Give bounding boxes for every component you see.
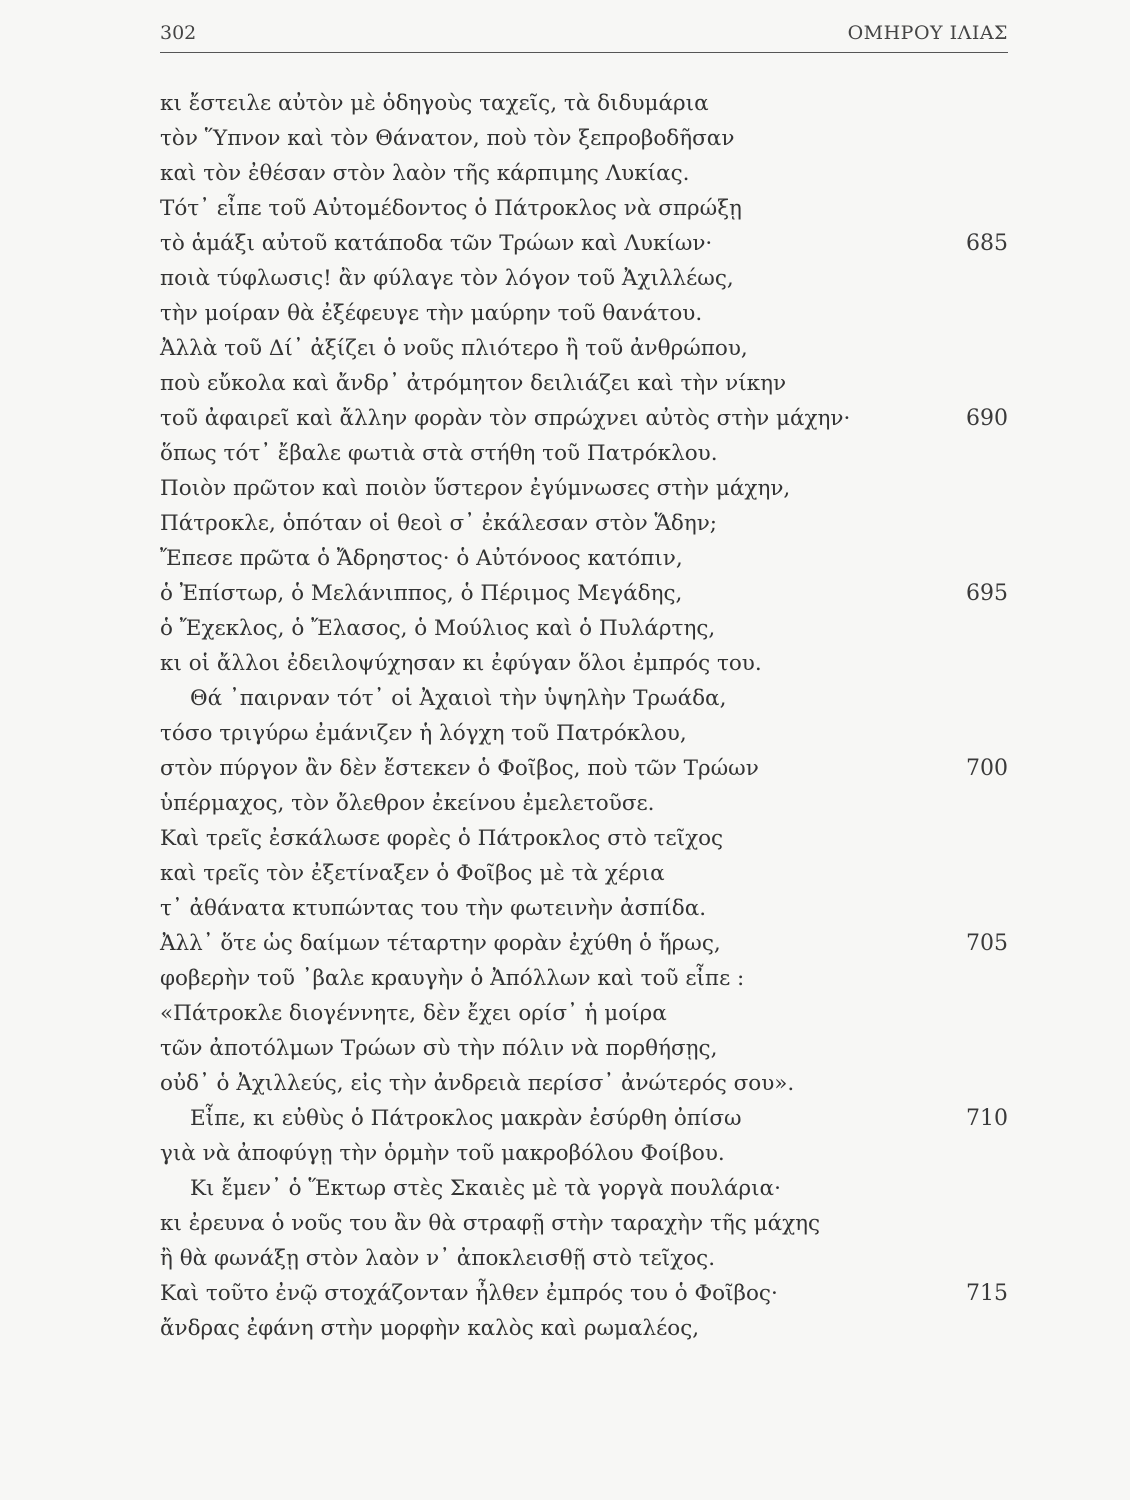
- verse-line: [160, 1031, 1008, 1066]
- verse-line: [160, 856, 1008, 891]
- verse-text: ποὺ εὔκολα καὶ ἄνδρ᾽ ἀτρόμητον δειλιάζει καὶ τὴν νίκην: [160, 371, 787, 396]
- verse-text: Καὶ τρεῖς ἐσκάλωσε φορὲς ὁ Πάτροκλος στὸ τεῖχος: [160, 826, 724, 851]
- verse-text: τὸ ἁμάξι αὐτοῦ κατάποδα τῶν Τρώων καὶ Λυκίων·: [160, 231, 713, 256]
- verse-line: [160, 541, 1008, 576]
- verse-line: [160, 1206, 1008, 1241]
- verse-line: [160, 1276, 1008, 1311]
- verse-line: [160, 926, 1008, 961]
- verse-line: [160, 436, 1008, 471]
- verse-text: Τότ᾽ εἶπε τοῦ Αὐτομέδοντος ὁ Πάτροκλος νὰ σπρώξῃ: [160, 196, 742, 221]
- line-number: 685: [966, 231, 1008, 256]
- verse-text: Κι ἔμεν᾽ ὁ Ἕκτωρ στὲς Σκαιὲς μὲ τὰ γοργὰ πουλάρια·: [190, 1176, 781, 1201]
- verse-line: [160, 1101, 1008, 1136]
- verse-text: ποιὰ τύφλωσις! ἂν φύλαγε τὸν λόγον τοῦ Ἀχιλλέως,: [160, 266, 734, 291]
- line-number: 715: [966, 1281, 1008, 1306]
- verse-line: [160, 891, 1008, 926]
- verse-line: [160, 646, 1008, 681]
- header-rule: [160, 52, 1008, 53]
- verse-line: [160, 1241, 1008, 1276]
- running-title: ΟΜΗΡΟΥ ΙΛΙΑΣ: [847, 22, 1008, 44]
- verse-text: «Πάτροκλε διογέννητε, δὲν ἔχει ορίσ᾽ ἡ μοίρα: [160, 1001, 667, 1026]
- verse-text: καὶ τρεῖς τὸν ἐξετίναξεν ὁ Φοῖβος μὲ τὰ χέρια: [160, 861, 665, 886]
- verse-text: ἢ θὰ φωνάξῃ στὸν λαὸν ν᾽ ἀποκλεισθῇ στὸ τεῖχος.: [160, 1246, 716, 1271]
- verse-text: κι ἔστειλε αὐτὸν μὲ ὁδηγοὺς ταχεῖς, τὰ διδυμάρια: [160, 91, 709, 116]
- verse-text: ἄνδρας ἐφάνη στὴν μορφὴν καλὸς καὶ ρωμαλέος,: [160, 1316, 700, 1341]
- verse-line: [160, 716, 1008, 751]
- verse-line: [160, 576, 1008, 611]
- line-number: 690: [966, 406, 1008, 431]
- verse-text: Εἶπε, κι εὐθὺς ὁ Πάτροκλος μακρὰν ἐσύρθη ὀπίσω: [190, 1106, 742, 1131]
- verse-text: τὴν μοίραν θὰ ἐξέφευγε τὴν μαύρην τοῦ θανάτου.: [160, 301, 703, 326]
- verse-text: οὐδ᾽ ὁ Ἀχιλλεύς, εἰς τὴν ἀνδρειὰ περίσσ᾽ ἀνώτερός σου».: [160, 1071, 795, 1096]
- verse-line: [160, 261, 1008, 296]
- verse-text: στὸν πύργον ἂν δὲν ἔστεκεν ὁ Φοῖβος, ποὺ τῶν Τρώων: [160, 756, 759, 781]
- verse-text: ὑπέρμαχος, τὸν ὄλεθρον ἐκείνου ἐμελετοῦσε.: [160, 791, 655, 816]
- verse-text: Πάτροκλε, ὁπόταν οἱ θεοὶ σ᾽ ἐκάλεσαν στὸν Ἅδην;: [160, 511, 718, 536]
- verse-text: κι ἐρευνα ὁ νοῦς του ἂν θὰ στραφῇ στὴν ταραχὴν τῆς μάχης: [160, 1211, 821, 1236]
- verse-text: Ἔπεσε πρῶτα ὁ Ἄδρηστος· ὁ Αὐτόνοος κατόπιν,: [160, 546, 683, 571]
- verse-line: [160, 296, 1008, 331]
- verse-line: [160, 366, 1008, 401]
- verse-text: Καὶ τοῦτο ἐνῷ στοχάζονταν ἦλθεν ἐμπρός του ὁ Φοῖβος·: [160, 1281, 778, 1306]
- verse-text: καὶ τὸν ἐθέσαν στὸν λαὸν τῆς κάρπιμης Λυκίας.: [160, 161, 690, 186]
- running-head: [160, 18, 1008, 50]
- verse-line: [160, 681, 1008, 716]
- verse-text: ὅπως τότ᾽ ἔβαλε φωτιὰ στὰ στήθη τοῦ Πατρόκλου.: [160, 441, 718, 466]
- verse-text: Ποιὸν πρῶτον καὶ ποιὸν ὕστερον ἐγύμνωσες στὴν μάχην,: [160, 476, 791, 501]
- verse-text: τὸν Ὕπνον καὶ τὸν Θάνατον, ποὺ τὸν ξεπροβοδῆσαν: [160, 126, 735, 151]
- verse-line: [160, 86, 1008, 121]
- verse-line: [160, 751, 1008, 786]
- verse-line: [160, 156, 1008, 191]
- line-number: 705: [966, 931, 1008, 956]
- page-number: 302: [160, 22, 197, 44]
- verse-line: [160, 331, 1008, 366]
- verse-line: [160, 786, 1008, 821]
- verse-line: [160, 1136, 1008, 1171]
- verse-line: [160, 996, 1008, 1031]
- verse-text: τοῦ ἀφαιρεῖ καὶ ἄλλην φορὰν τὸν σπρώχνει αὐτὸς στὴν μάχην·: [160, 406, 851, 431]
- verse-line: [160, 401, 1008, 436]
- verse-text: ὁ Ἔχεκλος, ὁ Ἔλασος, ὁ Μούλιος καὶ ὁ Πυλάρτης,: [160, 616, 716, 641]
- verse-text: γιὰ νὰ ἀποφύγῃ τὴν ὁρμὴν τοῦ μακροβόλου Φοίβου.: [160, 1141, 725, 1166]
- line-number: 695: [966, 581, 1008, 606]
- verse-line: [160, 611, 1008, 646]
- verse-line: [160, 506, 1008, 541]
- verse-text: φοβερὴν τοῦ ᾽βαλε κραυγὴν ὁ Ἀπόλλων καὶ τοῦ εἶπε :: [160, 966, 745, 991]
- verse-text: τόσο τριγύρω ἐμάνιζεν ἡ λόγχη τοῦ Πατρόκλου,: [160, 721, 687, 746]
- verse-text: Ἀλλ᾽ ὅτε ὡς δαίμων τέταρτην φορὰν ἐχύθη ὁ ἥρως,: [160, 931, 721, 956]
- verse-line: [160, 821, 1008, 856]
- verse-text: Θά ᾽παιρναν τότ᾽ οἱ Ἀχαιοὶ τὴν ὑψηλὴν Τρωάδα,: [190, 686, 727, 711]
- verse-text: τ᾽ ἀθάνατα κτυπώντας του τὴν φωτεινὴν ἀσπίδα.: [160, 896, 707, 921]
- line-number: 710: [966, 1106, 1008, 1131]
- verse-line: [160, 1171, 1008, 1206]
- line-number: 700: [966, 756, 1008, 781]
- verse-text: ὁ Ἐπίστωρ, ὁ Μελάνιππος, ὁ Πέριμος Μεγάδης,: [160, 581, 683, 606]
- verse-line: [160, 1311, 1008, 1346]
- verse-line: [160, 1066, 1008, 1101]
- verse-line: [160, 961, 1008, 996]
- verse-text: κι οἱ ἄλλοι ἐδειλοψύχησαν κι ἐφύγαν ὅλοι ἐμπρός του.: [160, 651, 762, 676]
- verse-text: Ἀλλὰ τοῦ Δί᾽ ἀξίζει ὁ νοῦς πλιότερο ἢ τοῦ ἀνθρώπου,: [160, 336, 748, 361]
- verse-line: [160, 121, 1008, 156]
- verse-text: τῶν ἀποτόλμων Τρώων σὺ τὴν πόλιν νὰ πορθήσῃς,: [160, 1036, 718, 1061]
- verse-line: [160, 226, 1008, 261]
- verse-line: [160, 471, 1008, 506]
- verse-line: [160, 191, 1008, 226]
